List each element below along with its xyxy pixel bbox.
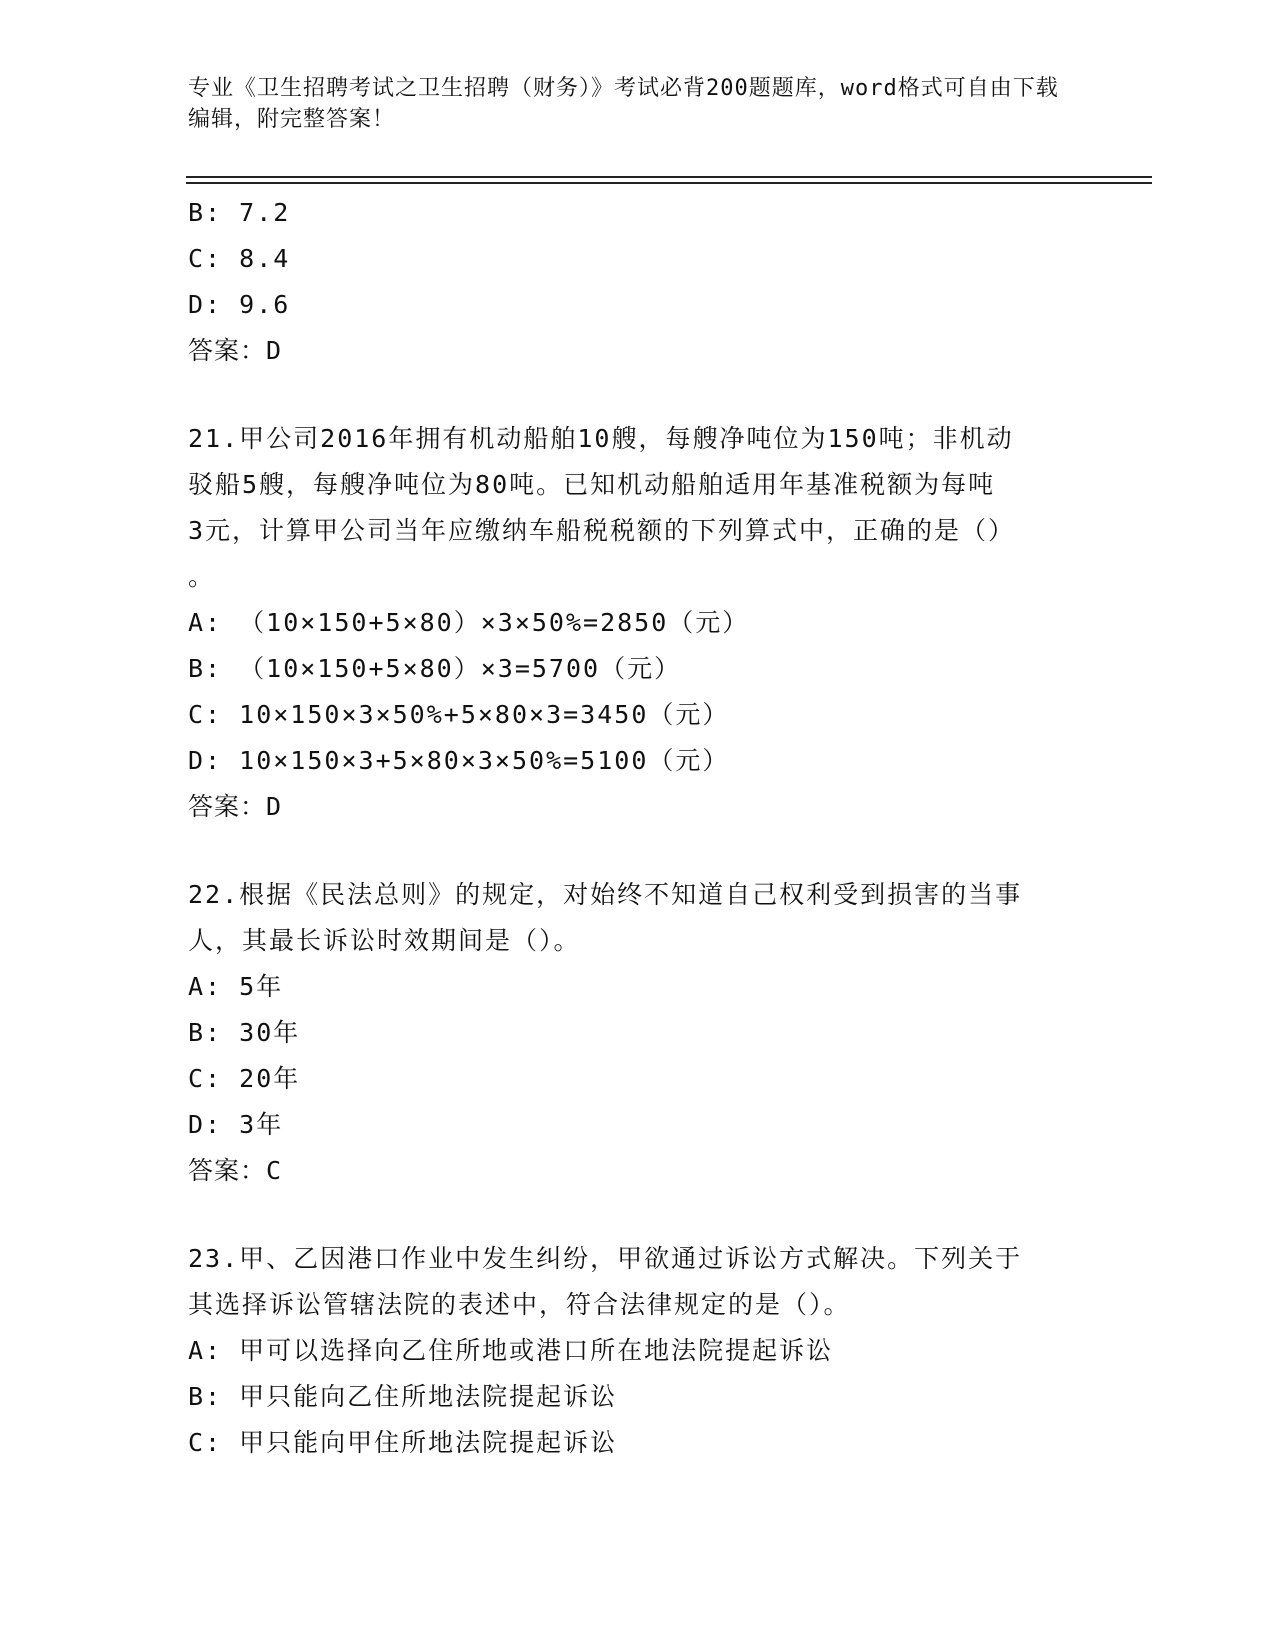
question-stem-line: 驳船5艘，每艘净吨位为80吨。已知机动船舶适用年基准税额为每吨 [188,470,996,499]
question-list [188,190,1088,1466]
question-stem-line: 23.甲、乙因港口作业中发生纠纷，甲欲通过诉讼方式解决。下列关于 [188,1244,1023,1273]
option-d: D: 10×150×3+5×80×3×50%=5100（元） [188,746,730,775]
option-c: C: 10×150×3×50%+5×80×3=3450（元） [188,700,730,729]
option-d: D: 9.6 [188,290,291,319]
question-23 [188,1236,1088,1466]
question-stem-line: 其选择诉讼管辖法院的表述中，符合法律规定的是（）。 [188,1290,851,1319]
document-header: 专业《卫生招聘考试之卫生招聘（财务）》考试必背200题题库，word格式可自由下载编辑，附完整答案！ [188,76,1059,132]
option-c: C: 20年 [188,1064,301,1093]
option-a: A: 甲可以选择向乙住所地或港口所在地法院提起诉讼 [188,1336,834,1365]
header-rule-top [186,176,1152,178]
question-stem-line: 3元，计算甲公司当年应缴纳车船税税额的下列算式中，正确的是（） [188,516,1016,545]
option-b: B: 甲只能向乙住所地法院提起诉讼 [188,1382,618,1411]
question-22 [188,872,1088,1194]
question-21 [188,416,1088,830]
partial-question [188,190,1088,374]
option-c: C: 8.4 [188,244,291,273]
question-stem-line: 22.根据《民法总则》的规定，对始终不知道自己权利受到损害的当事 [188,880,1023,909]
option-a: A: （10×150+5×80）×3×50%=2850（元） [188,608,750,637]
question-stem-line: 21.甲公司2016年拥有机动船舶10艘，每艘净吨位为150吨；非机动 [188,424,1014,453]
option-a: A: 5年 [188,972,284,1001]
option-b: B: 30年 [188,1018,301,1047]
answer: 答案：D [188,792,283,821]
answer: 答案：C [188,1156,283,1185]
option-c: C: 甲只能向甲住所地法院提起诉讼 [188,1428,618,1457]
answer: 答案：D [188,336,283,365]
header-rule-bottom [186,182,1152,184]
option-b: B: 7.2 [188,198,291,227]
question-stem-line: 人，其最长诉讼时效期间是（）。 [188,926,581,955]
option-b: B: （10×150+5×80）×3=5700（元） [188,654,682,683]
option-d: D: 3年 [188,1110,284,1139]
question-stem-line: 。 [188,562,216,591]
